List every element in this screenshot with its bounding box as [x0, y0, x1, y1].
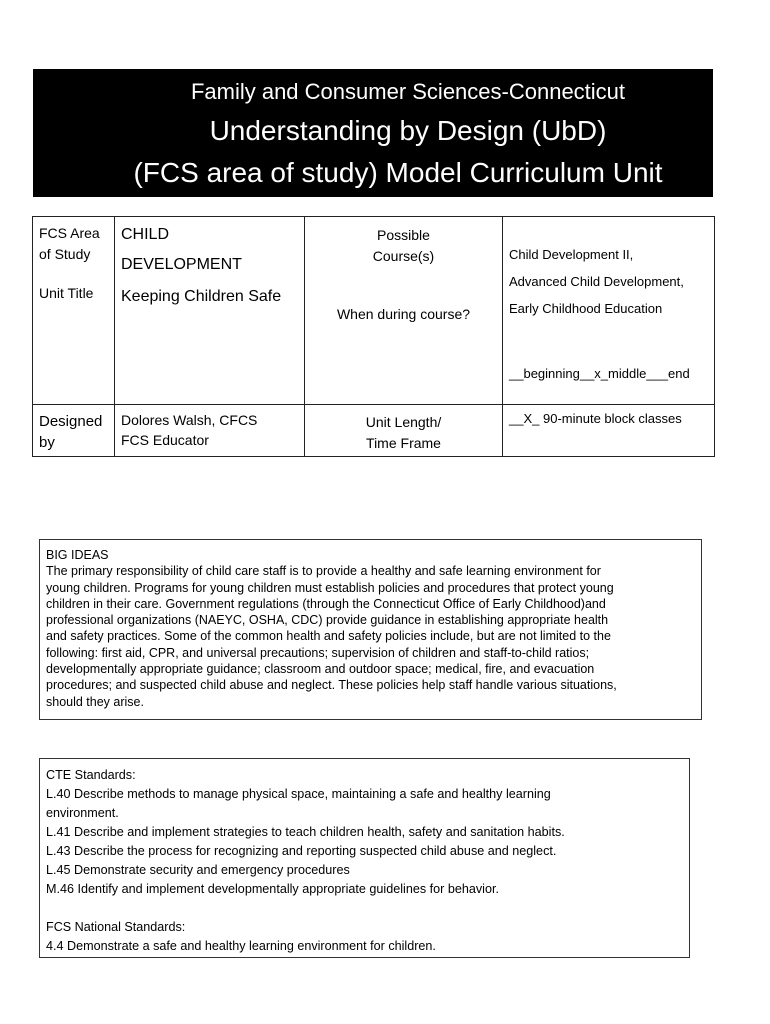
designer-role: FCS Educator	[121, 432, 209, 448]
unit-length-label-1: Unit Length/	[365, 414, 442, 430]
header-line-2: Understanding by Design (UbD)	[209, 115, 607, 146]
area-value-2: DEVELOPMENT	[121, 256, 242, 273]
cte-standards-heading: CTE Standards:	[46, 768, 136, 782]
time-frame-mark: __X_	[509, 411, 540, 426]
cte-standard-line: L.41 Describe and implement strategies to teach children health, safety and sanitation habits.	[46, 825, 565, 839]
big-ideas-box	[39, 539, 702, 720]
cte-standard-line: L.40 Describe methods to manage physical space, maintaining a safe and healthy learning	[46, 787, 551, 801]
unit-length-cell	[305, 405, 503, 457]
info-row-2	[33, 405, 715, 457]
course-timing: __beginning__x_middle___end	[509, 366, 690, 381]
designer-name: Dolores Walsh, CFCS	[121, 412, 258, 428]
designed-by-label-cell	[33, 405, 115, 457]
header-line-3: (FCS area of study) Model Curriculum Unit	[133, 157, 663, 188]
unit-title-label: Unit Title	[39, 285, 94, 301]
course-3: Early Childhood Education	[509, 301, 663, 316]
info-row-1	[33, 217, 715, 405]
national-standards-heading: FCS National Standards:	[46, 920, 186, 934]
big-ideas-line: procedures; and suspected child abuse and neglect. These policies help staff handle various situations,	[46, 678, 617, 693]
designer-cell	[115, 405, 305, 457]
standards-box	[39, 758, 690, 958]
area-label-1: FCS Area	[39, 225, 100, 241]
big-ideas-line: following: first aid, CPR, and universal precautions; supervision of children and staff-to-child ratios;	[46, 645, 590, 660]
time-frame-cell	[503, 405, 715, 457]
cte-standard-line: L.45 Demonstrate security and emergency procedures	[46, 863, 350, 877]
courses-cell	[503, 217, 715, 405]
area-value-cell	[115, 217, 305, 405]
big-ideas-line: should they arise.	[46, 694, 144, 709]
header-line-1: Family and Consumer Sciences-Connecticut	[190, 79, 626, 104]
national-standard-line: 4.4 Demonstrate a safe and healthy learning environment for children.	[46, 939, 436, 953]
cte-standard-line: environment.	[46, 806, 119, 820]
big-ideas-line: developmentally appropriate guidance; classroom and outdoor space; medical, fire, and evacuation	[46, 662, 595, 677]
designed-by-label-2: by	[39, 434, 55, 451]
possible-courses-label-1: Possible	[377, 227, 430, 243]
big-ideas-line: children in their care. Government regulations (through the Connecticut Office of Early Childhood)and	[46, 596, 606, 611]
designed-by-label-1: Designed	[39, 413, 103, 430]
big-ideas-line: and safety practices. Some of the common health and safety policies include, but are not limited to the	[46, 629, 611, 644]
area-value-1: CHILD	[121, 226, 170, 243]
big-ideas-line: The primary responsibility of child care staff is to provide a healthy and safe learning environment for	[46, 564, 601, 579]
unit-length-label-2: Time Frame	[366, 435, 441, 451]
big-ideas-line: professional organizations (NAEYC, OSHA, CDC) provide guidance in establishing appropriate health	[46, 613, 609, 628]
area-label-cell	[33, 217, 115, 405]
cte-standard-line: M.46 Identify and implement developmentally appropriate guidelines for behavior.	[46, 882, 499, 896]
unit-title-value: Keeping Children Safe	[121, 288, 282, 305]
when-during-label: When during course?	[336, 306, 471, 322]
possible-courses-label-2: Course(s)	[372, 248, 435, 264]
possible-courses-cell	[305, 217, 503, 405]
big-ideas-heading: BIG IDEAS	[46, 548, 109, 562]
course-1: Child Development II,	[509, 247, 634, 262]
course-2: Advanced Child Development,	[509, 274, 684, 289]
title-banner	[33, 69, 713, 197]
unit-info-table	[32, 216, 715, 457]
area-label-2: of Study	[39, 246, 91, 262]
time-frame-text: 90-minute block classes	[543, 411, 682, 426]
cte-standard-line: L.43 Describe the process for recognizing and reporting suspected child abuse and neglect.	[46, 844, 557, 858]
big-ideas-line: young children. Programs for young children must establish policies and procedures that protect young	[46, 580, 614, 595]
